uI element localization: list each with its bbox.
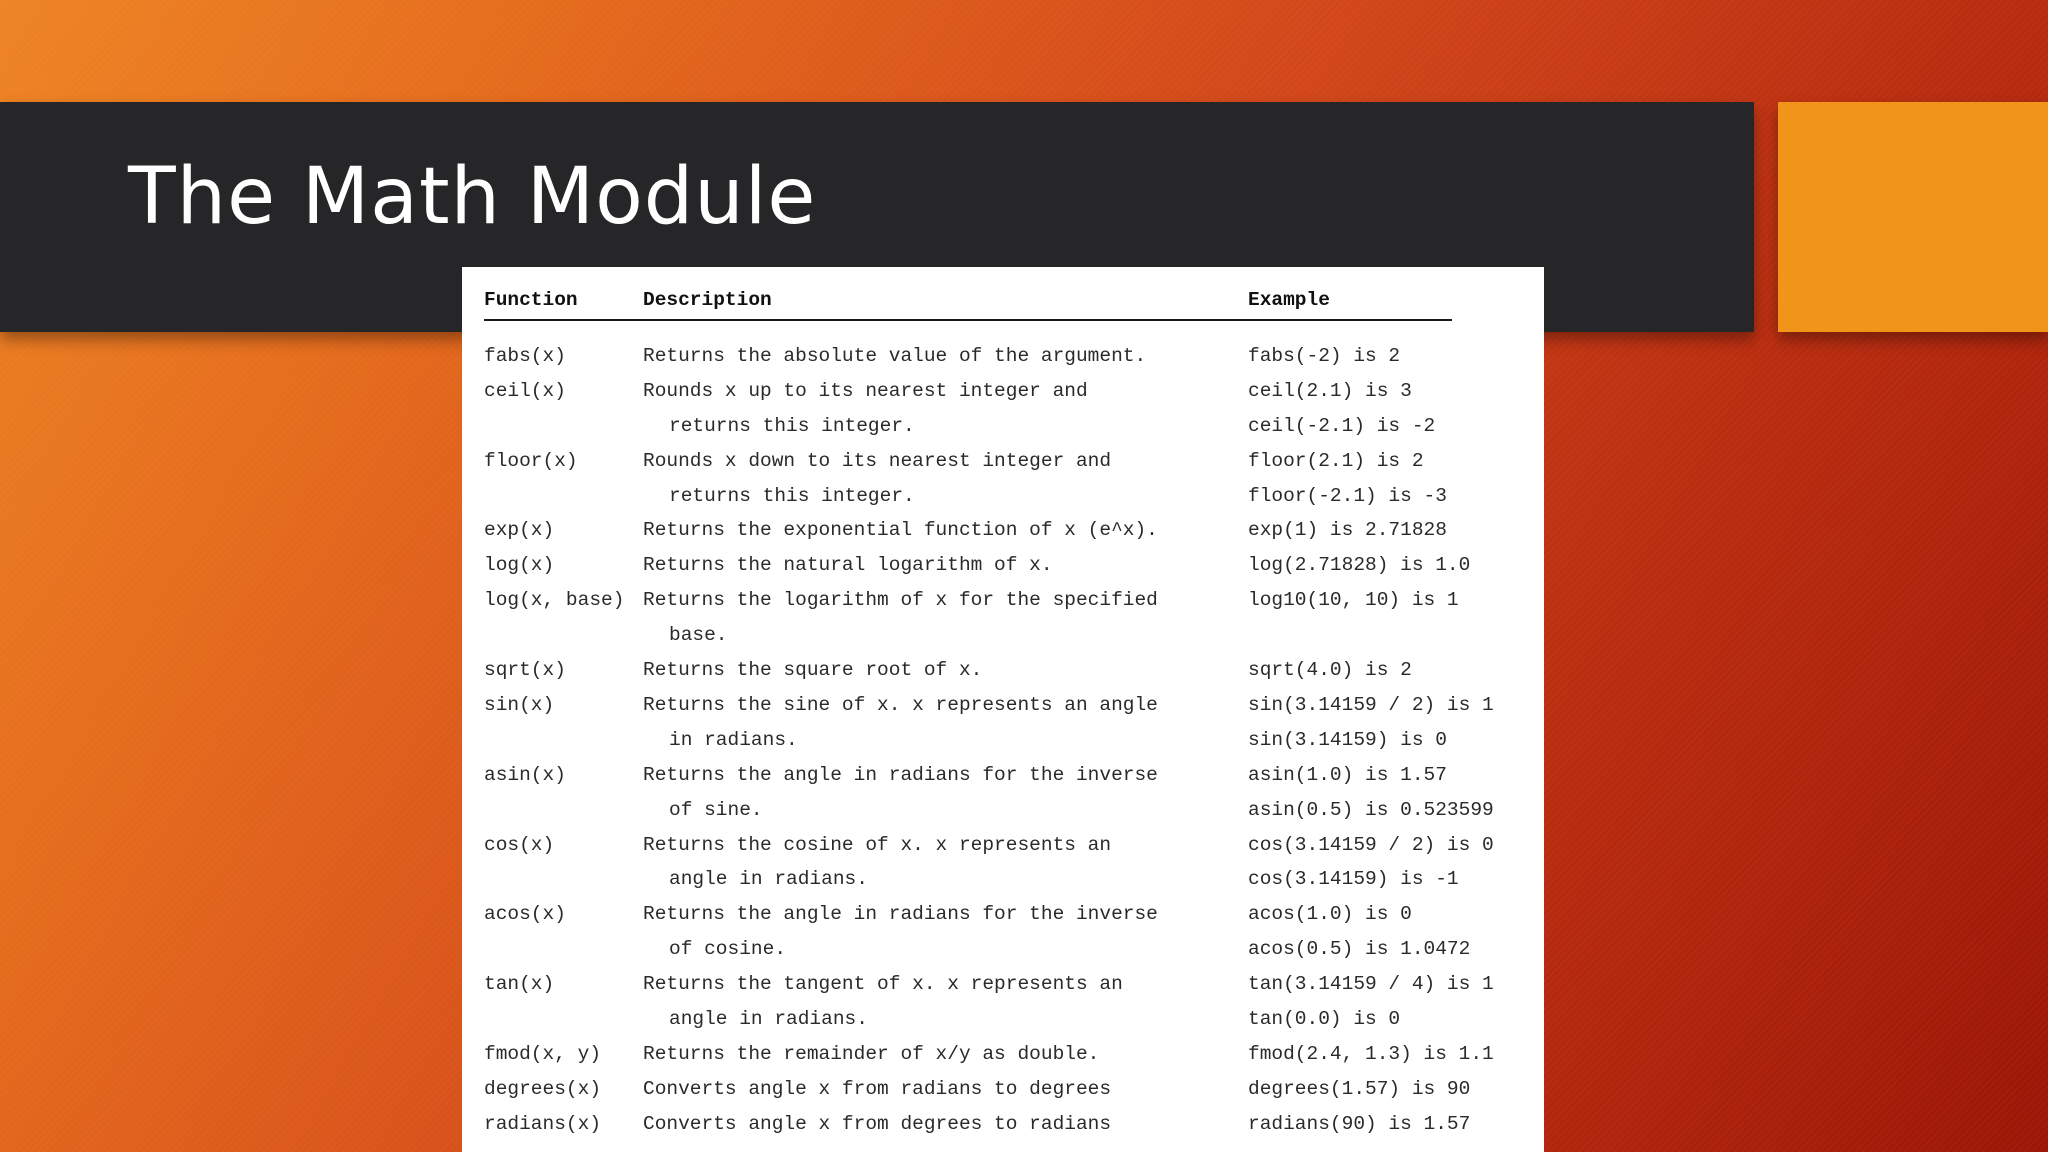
function-example: floor(2.1) is 2 (1248, 449, 1424, 472)
function-description: Returns the angle in radians for the inverse (643, 763, 1158, 786)
function-example: tan(3.14159 / 4) is 1 (1248, 973, 1494, 996)
table-header (484, 289, 1452, 321)
function-description: returns this integer. (669, 414, 915, 437)
function-example: sin(3.14159) is 0 (1248, 728, 1447, 751)
function-name: sqrt(x) (484, 659, 566, 682)
function-name: log(x) (484, 554, 555, 577)
function-example: degrees(1.57) is 90 (1248, 1077, 1471, 1100)
table-row (484, 513, 1452, 548)
math-functions-table (484, 289, 1494, 1142)
function-description: base. (669, 624, 728, 647)
function-description: Returns the natural logarithm of x. (643, 554, 1053, 577)
table-row (484, 583, 1459, 653)
table-row (484, 339, 1452, 374)
function-example: fmod(2.4, 1.3) is 1.1 (1248, 1042, 1494, 1065)
table-row (484, 688, 1494, 758)
function-example: tan(0.0) is 0 (1248, 1008, 1401, 1031)
function-name: fmod(x, y) (484, 1042, 602, 1065)
function-example: ceil(2.1) is 3 (1248, 379, 1412, 402)
function-name: cos(x) (484, 833, 555, 856)
function-description: of sine. (669, 798, 763, 821)
function-example: cos(3.14159) is -1 (1248, 868, 1459, 891)
function-name: log(x, base) (484, 589, 625, 612)
function-description: Rounds x down to its nearest integer and (643, 449, 1112, 472)
header-description: Description (643, 289, 772, 311)
function-description: Converts angle x from degrees to radians (643, 1112, 1112, 1135)
function-name: sin(x) (484, 693, 555, 716)
function-example: fabs(-2) is 2 (1248, 345, 1401, 367)
function-description: Returns the tangent of x. x represents an (643, 973, 1123, 996)
table-row (484, 1072, 1471, 1107)
function-name: radians(x) (484, 1112, 602, 1135)
header-example: Example (1248, 289, 1330, 311)
table-row (484, 897, 1471, 967)
function-name: degrees(x) (484, 1077, 602, 1100)
function-example: exp(1) is 2.71828 (1248, 519, 1447, 542)
table-row (484, 1037, 1494, 1072)
function-name: floor(x) (484, 449, 578, 472)
function-example: log10(10, 10) is 1 (1248, 589, 1459, 612)
function-description: angle in radians. (669, 868, 868, 891)
function-name: asin(x) (484, 763, 566, 786)
math-functions-table-panel (462, 267, 1544, 1152)
function-description: angle in radians. (669, 1008, 868, 1031)
function-example: asin(0.5) is 0.523599 (1248, 798, 1494, 821)
function-description: Returns the absolute value of the argument. (643, 345, 1147, 367)
function-name: acos(x) (484, 903, 566, 926)
function-description: Returns the angle in radians for the inverse (643, 903, 1158, 926)
function-description: Returns the logarithm of x for the specified (643, 589, 1158, 612)
function-name: ceil(x) (484, 379, 566, 402)
function-example: sqrt(4.0) is 2 (1248, 659, 1412, 682)
table-row (484, 653, 1452, 688)
function-description: Converts angle x from radians to degrees (643, 1077, 1112, 1100)
function-example: sin(3.14159 / 2) is 1 (1248, 693, 1494, 716)
function-description: Rounds x up to its nearest integer and (643, 379, 1088, 402)
table-row (484, 374, 1452, 444)
function-example: radians(90) is 1.57 (1248, 1112, 1471, 1135)
function-description: of cosine. (669, 938, 787, 961)
table-row (484, 828, 1494, 898)
function-description: Returns the cosine of x. x represents an (643, 833, 1112, 856)
header-function: Function (484, 289, 578, 311)
table-row (484, 1107, 1471, 1142)
function-description: returns this integer. (669, 484, 915, 507)
accent-square (1778, 102, 2048, 332)
function-name: exp(x) (484, 519, 555, 542)
function-example: acos(1.0) is 0 (1248, 903, 1412, 926)
function-description: in radians. (669, 728, 798, 751)
function-description: Returns the exponential function of x (e^x). (643, 519, 1158, 542)
function-example: asin(1.0) is 1.57 (1248, 763, 1447, 786)
table-body (484, 339, 1494, 1142)
function-example: cos(3.14159 / 2) is 0 (1248, 833, 1494, 856)
function-example: floor(-2.1) is -3 (1248, 484, 1447, 507)
function-example: ceil(-2.1) is -2 (1248, 414, 1436, 437)
function-name: fabs(x) (484, 345, 566, 367)
function-example: log(2.71828) is 1.0 (1248, 554, 1471, 577)
function-example: acos(0.5) is 1.0472 (1248, 938, 1471, 961)
table-row (484, 444, 1452, 514)
table-row (484, 548, 1471, 583)
function-description: Returns the sine of x. x represents an angle (643, 693, 1158, 716)
table-row (484, 967, 1494, 1037)
function-name: tan(x) (484, 973, 555, 996)
table-row (484, 758, 1494, 828)
function-description: Returns the square root of x. (643, 659, 983, 682)
slide-title: The Math Module (128, 152, 817, 242)
function-description: Returns the remainder of x/y as double. (643, 1042, 1100, 1065)
